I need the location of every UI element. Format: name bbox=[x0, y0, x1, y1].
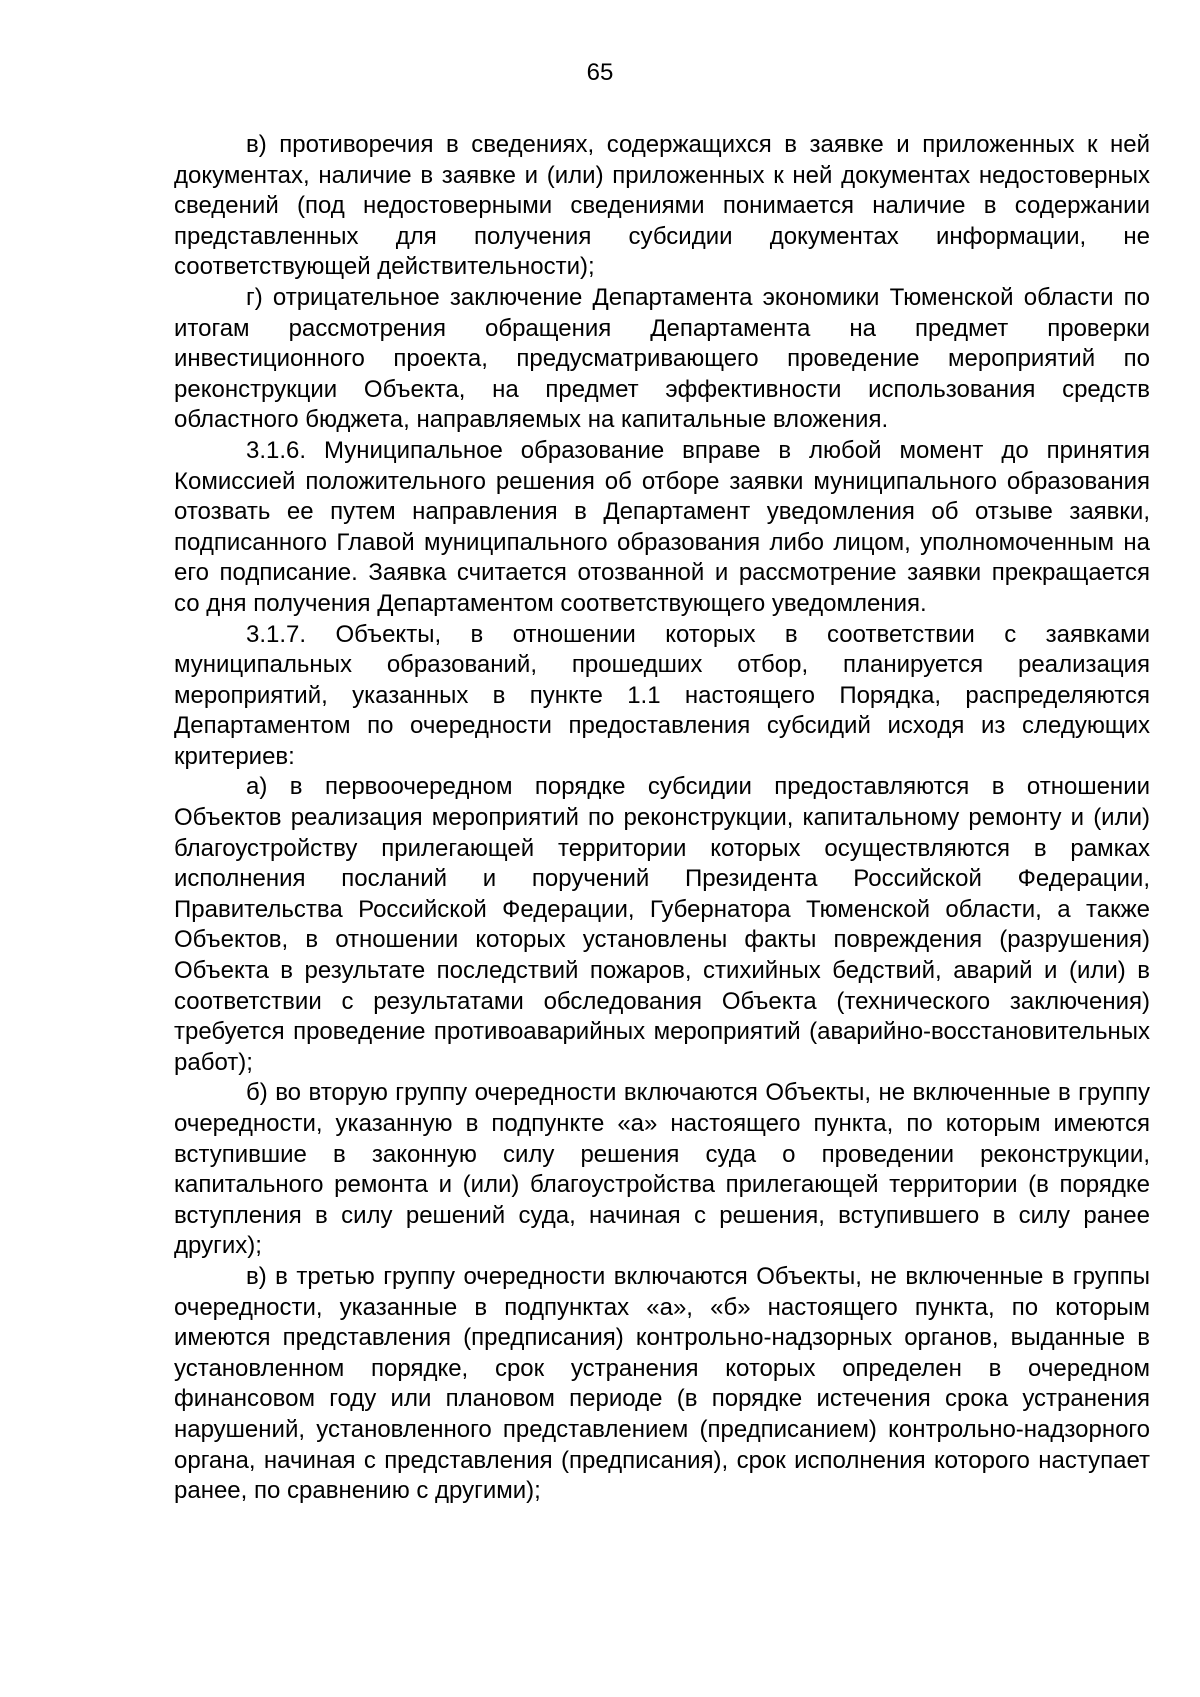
paragraph-v-contradictions: в) противоречия в сведениях, содержащихся в заявке и приложенных к ней документах, наличие в заявке и (или) приложенных к ней документах недостоверных сведений (под недостоверными сведениями понимается наличие в содержании представленных для получения субсидии документах информации, не соответствующей действительности); bbox=[174, 131, 1150, 281]
paragraph-b-second-group: б) во вторую группу очередности включаются Объекты, не включенные в группу очередности, указанную в подпункте «а» настоящего пункта, по которым имеются вступившие в законную силу решения суда о проведении реконструкции, капитального ремонта и (или) благоустройства прилегающей территории (в порядке вступления в силу решений суда, начиная с решения, вступившего в силу ранее других); bbox=[174, 1079, 1150, 1260]
paragraph-g-negative-conclusion: г) отрицательное заключение Департамента экономики Тюменской области по итогам рассмотрения обращения Департамента на предмет проверки инвестиционного проекта, предусматривающего проведение мероприятий по реконструкции Объекта, на предмет эффективности использования средств областного бюджета, направляемых на капитальные вложения. bbox=[174, 283, 1150, 434]
paragraph-3-1-7: 3.1.7. Объекты, в отношении которых в соответствии с заявками муниципальных образований, прошедших отбор, планируется реализация мероприятий, указанных в пункте 1.1 настоящего Порядка, распределяются Департаментом по очередности предоставления субсидий исходя из следующих критериев: bbox=[174, 620, 1150, 770]
paragraph-3-1-6: 3.1.6. Муниципальное образование вправе в любой момент до принятия Комиссией положительного решения об отборе заявки муниципального образования отозвать ее путем направления в Департамент уведомления об отзыве заявки, подписанного Главой муниципального образования либо лицом, уполномоченным на его подписание. Заявка считается отозванной и рассмотрение заявки прекращается со дня получения Департаментом соответствующего уведомления. bbox=[174, 436, 1150, 617]
paragraph-a-first-priority: а) в первоочередном порядке субсидии предоставляются в отношении Объектов реализация мероприятий по реконструкции, капитальному ремонту и (или) благоустройству прилегающей территории которых осуществляются в рамках исполнения посланий и поручений Президента Российской Федерации, Правительства Российской Федерации, Губернатора Тюменской области, а также Объектов, в отношении которых установлены факты повреждения (разрушения) Объекта в результате последствий пожаров, стихийных бедствий, аварий и (или) в соответствии с результатами обследования Объекта (технического заключения) требуется проведение противоаварийных мероприятий (аварийно-восстановительных работ); bbox=[174, 773, 1150, 1076]
paragraph-v-third-group: в) в третью группу очередности включаются Объекты, не включенные в группы очередности, указанные в подпунктах «а», «б» настоящего пункта, по которым имеются представления (предписания) контрольно-надзорных органов, выданные в установленном порядке, срок устранения которых определен в очередном финансовом году или плановом периоде (в порядке истечения срока устранения нарушений, установленного представлением (предписанием) контрольно-надзорного органа, начиная с представления (предписания), срок исполнения которого наступает ранее, по сравнению с другими); bbox=[174, 1262, 1150, 1505]
document-body bbox=[174, 130, 1150, 1507]
page-number: 65 bbox=[586, 59, 614, 86]
